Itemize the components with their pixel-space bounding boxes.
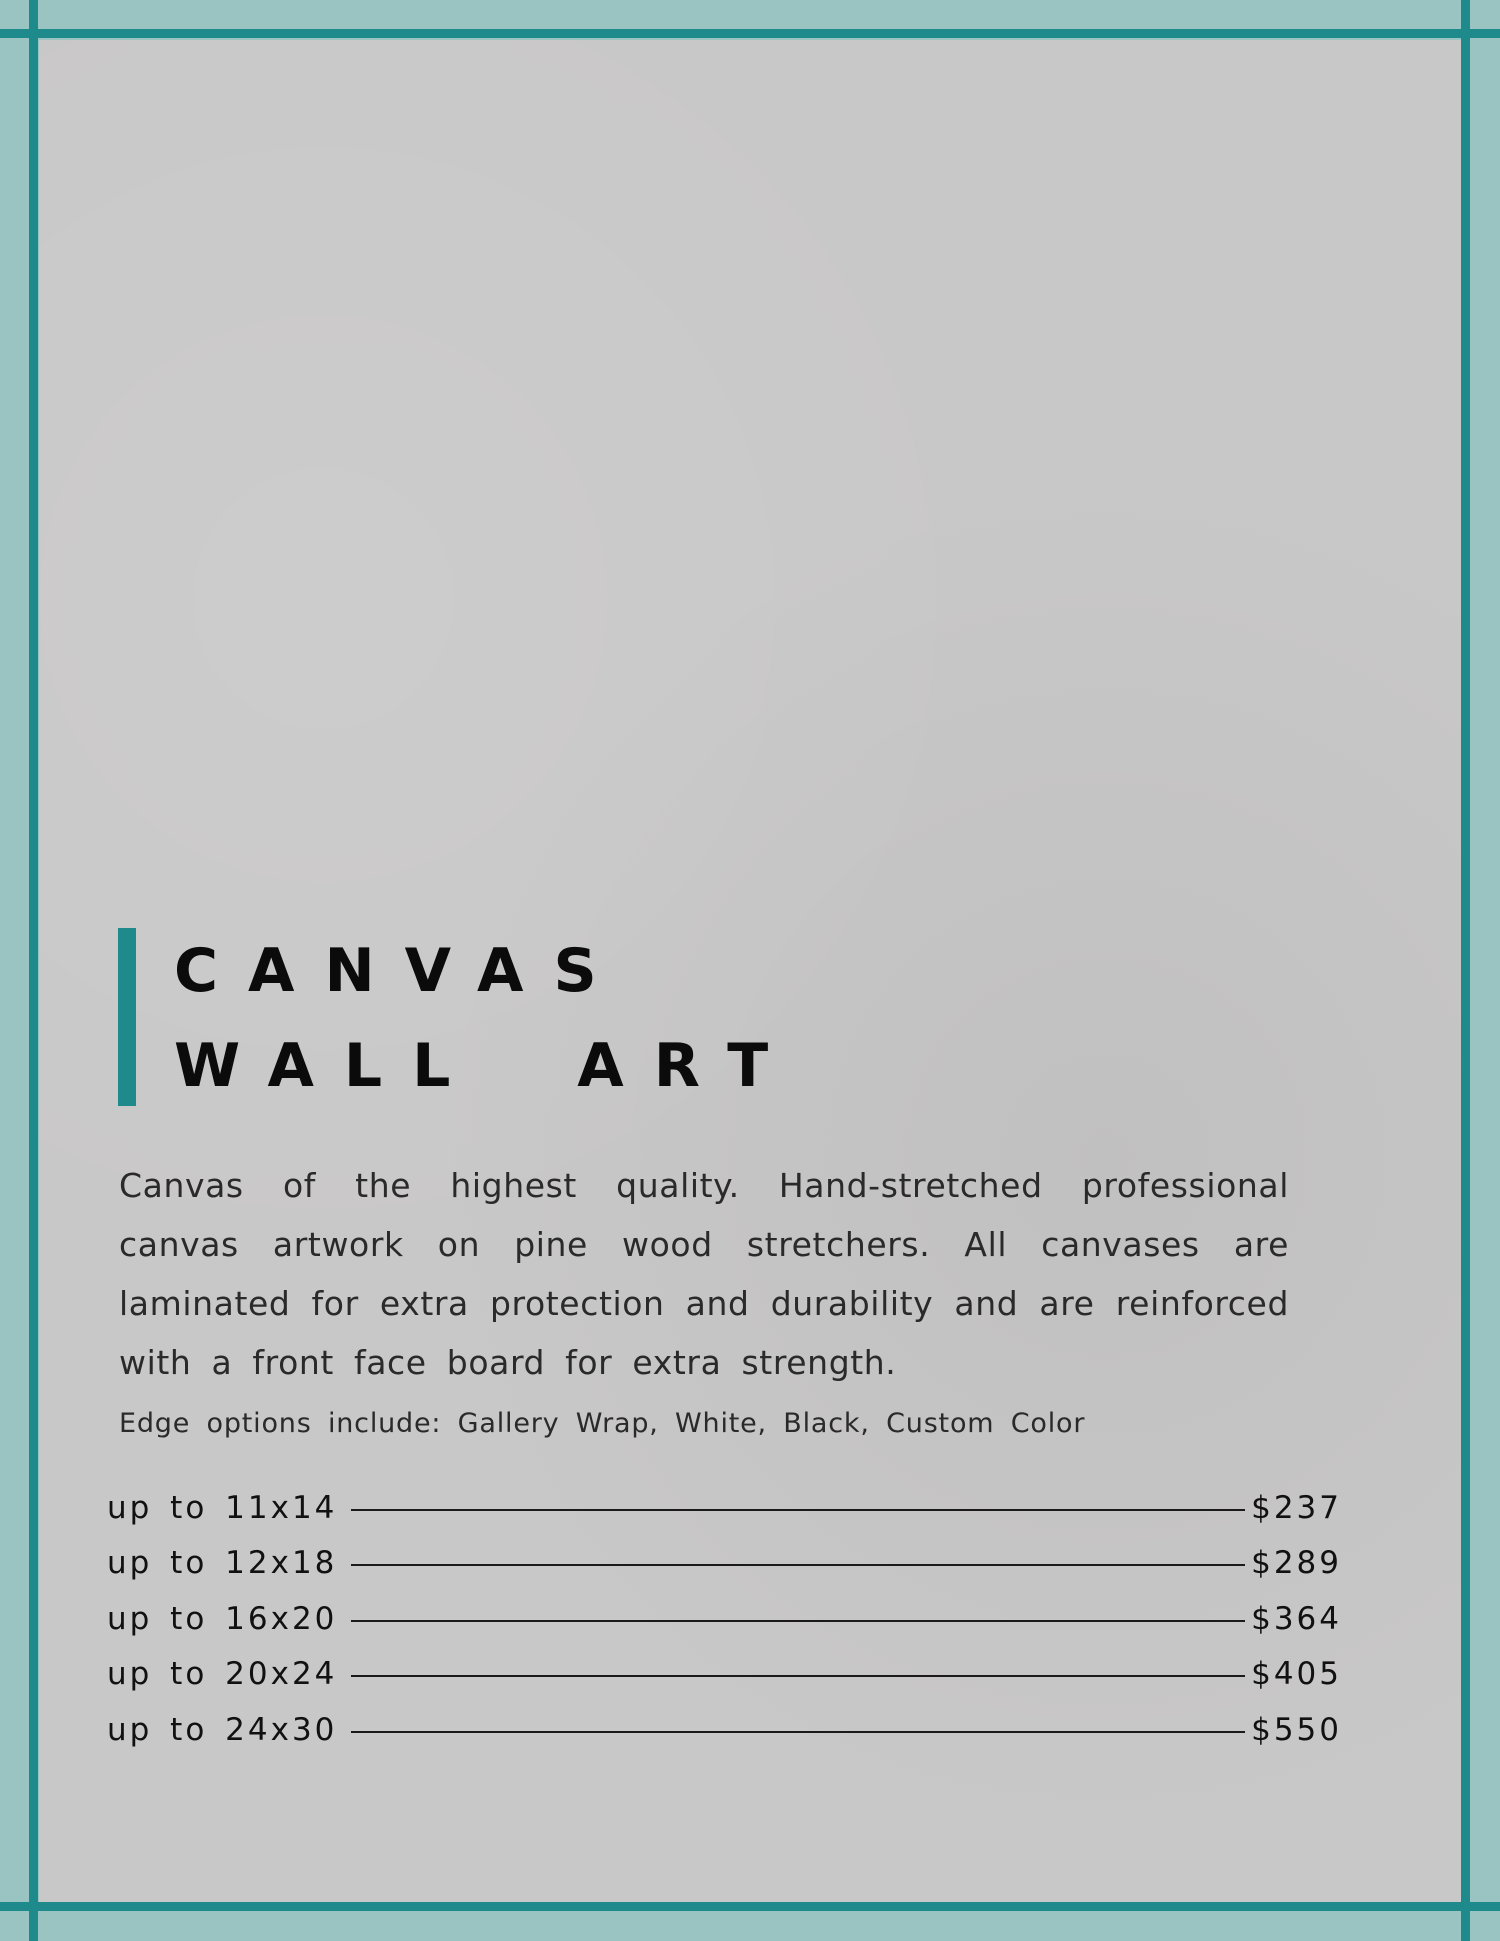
- price-size: up to 11x14: [107, 1489, 338, 1526]
- edge-options: Edge options include: Gallery Wrap, White, Black, Custom Color: [119, 1408, 1086, 1439]
- frame-line-top: [0, 29, 1500, 38]
- price-amount: $364: [1251, 1600, 1342, 1637]
- frame-line-bottom: [0, 1902, 1500, 1911]
- price-size: up to 12x18: [107, 1545, 338, 1582]
- price-leader-line: [351, 1564, 1245, 1566]
- price-row: [107, 1647, 1342, 1703]
- frame-line-right: [1461, 0, 1470, 1941]
- product-description: Canvas of the highest quality. Hand-stretched professional canvas artwork on pine wood stretchers. All canvases are laminated for extra protection and durability and are reinforced with a front face board for extra strength.: [119, 1166, 1289, 1382]
- price-leader-line: [351, 1675, 1245, 1677]
- price-leader-line: [351, 1731, 1245, 1733]
- price-size: up to 16x20: [107, 1600, 338, 1637]
- price-row: [107, 1702, 1342, 1758]
- price-row: [107, 1591, 1342, 1647]
- price-row: [107, 1536, 1342, 1592]
- price-leader-line: [351, 1620, 1245, 1622]
- price-size: up to 24x30: [107, 1711, 338, 1748]
- page-title-line-2: WALL ART: [174, 1031, 799, 1101]
- price-amount: $405: [1251, 1656, 1342, 1693]
- price-amount: $289: [1251, 1545, 1342, 1582]
- price-list: [107, 1480, 1342, 1758]
- price-amount: $237: [1251, 1489, 1342, 1526]
- title-accent-bar: [118, 928, 136, 1106]
- price-size: up to 20x24: [107, 1656, 338, 1693]
- price-row: [107, 1480, 1342, 1536]
- page-title-line-1: CANVAS: [174, 936, 627, 1006]
- frame-line-left: [29, 0, 38, 1941]
- price-leader-line: [351, 1509, 1245, 1511]
- price-amount: $550: [1251, 1711, 1342, 1748]
